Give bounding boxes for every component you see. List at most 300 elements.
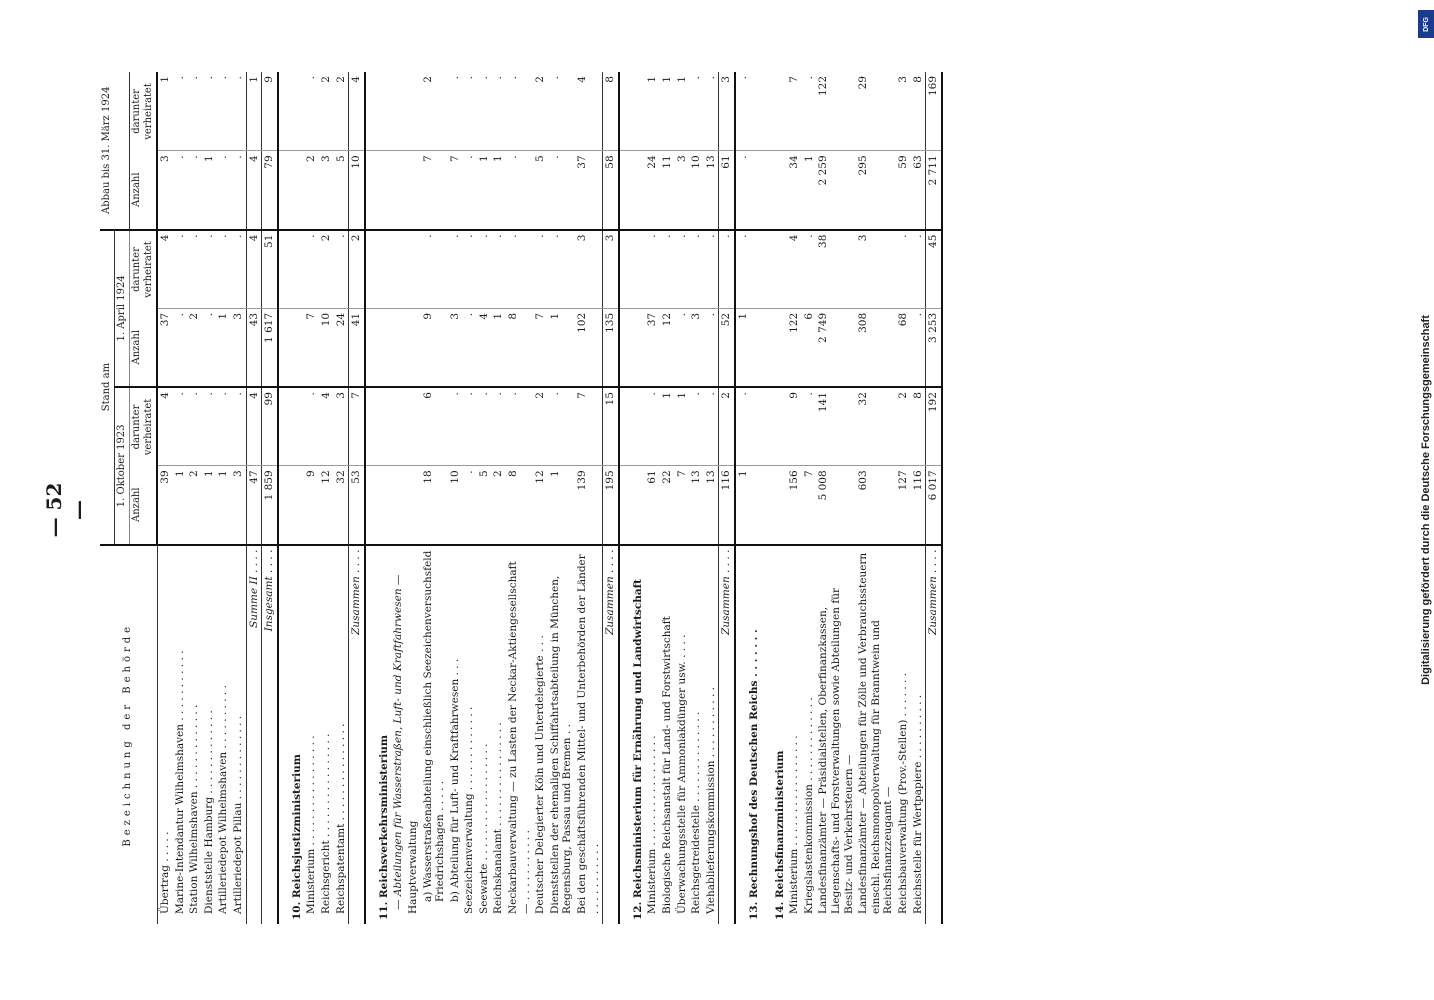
row-value: 2 — [187, 308, 202, 387]
row-value: 2 749 — [816, 308, 856, 387]
row-value: 13 — [704, 151, 719, 230]
row-value: . — [448, 72, 463, 151]
row-value: . — [911, 308, 926, 387]
row-value — [278, 387, 305, 466]
row-value: 4 — [246, 151, 262, 230]
row-value: 3 — [231, 470, 244, 478]
row-value: 7 — [448, 151, 463, 230]
row-value: 9 — [305, 470, 318, 478]
row-label: Biologische Reichsanstalt für Land- und Forstwirtschaft — [660, 545, 675, 924]
row-label: Zusammen . . . . — [719, 545, 735, 924]
table-row — [816, 72, 856, 924]
row-value: . — [448, 230, 463, 309]
row-value: 3 253 — [926, 308, 942, 387]
row-label: Artilleriedepot Wilhelmshaven . . . . . . . . . . — [216, 545, 231, 924]
row-value: 8 — [506, 308, 533, 387]
row-value — [391, 151, 406, 230]
row-value: 3 — [689, 308, 704, 387]
table-row — [575, 72, 603, 924]
row-value: 3 — [334, 387, 349, 466]
rotated-table — [100, 72, 1340, 924]
row-value: . — [704, 230, 719, 309]
row-label: Deutscher Delegierter Köln und Unterdelegierte . . . — [533, 545, 548, 924]
row-value: 9 — [421, 308, 448, 387]
row-value: 122 — [816, 72, 856, 151]
table-row — [660, 72, 675, 924]
header-period-2: 1. April 1924 — [115, 230, 130, 388]
row-value: 1 — [157, 72, 173, 151]
row-value: 10 — [319, 308, 334, 387]
row-value: 1 — [491, 151, 506, 230]
row-value: . — [675, 230, 690, 309]
header-stand-am: Stand am — [100, 230, 115, 545]
row-value: 1 — [217, 470, 230, 478]
row-value: 2 — [492, 470, 505, 478]
row-value: 8 — [507, 470, 520, 478]
row-label: — Abteilungen für Wasserstraßen, Luft- und Kraftfahrwesen — — [391, 545, 406, 924]
row-value: . — [704, 72, 719, 151]
table-row — [262, 72, 278, 924]
row-value: 7 — [675, 470, 688, 478]
row-value: . — [689, 230, 704, 309]
row-value: 6 — [421, 387, 448, 466]
row-value: 63 — [911, 151, 926, 230]
row-value — [619, 230, 646, 309]
table-row — [448, 72, 463, 924]
row-value: . — [173, 72, 188, 151]
row-value: 38 — [816, 230, 856, 309]
header-verheiratet-1: darunter verheiratet — [130, 387, 158, 466]
row-value — [762, 308, 788, 387]
row-value: . — [202, 230, 217, 309]
row-value: . — [187, 72, 202, 151]
table-row — [421, 72, 448, 924]
statistics-table-wrapper — [100, 72, 1340, 924]
row-label: Ministerium . . . . . . . . . . . . . . . . . — [304, 545, 319, 924]
row-value: 37 — [645, 308, 660, 387]
row-value — [391, 72, 406, 151]
table-row — [802, 72, 817, 924]
row-value: 9 — [787, 387, 802, 466]
row-value: 32 — [856, 387, 896, 466]
row-label: Seezeichenverwaltung . . . . . . . . . . . . . — [462, 545, 477, 924]
row-value: 18 — [421, 470, 434, 484]
row-label: Summe II . . . . — [246, 545, 262, 924]
row-value — [278, 72, 305, 151]
row-value: 4 — [575, 72, 603, 151]
row-value: 5 008 — [817, 470, 830, 501]
row-value — [406, 230, 421, 309]
row-value: 3 — [603, 230, 619, 309]
row-value: . — [304, 230, 319, 309]
header-verheiratet-3: darunter verheiratet — [130, 72, 158, 151]
row-value: 4 — [477, 308, 492, 387]
row-label: Landesfinanzämter — Abteilungen für Zölle und Verbrauchssteuern einschl. Reichsmonopolverwaltung für Branntwein und Reichsfinanzzeugamt — — [856, 545, 896, 924]
row-value: . — [462, 230, 477, 309]
row-label: Ministerium . . . . . . . . . . . . . . . . . — [645, 545, 660, 924]
table-row — [304, 72, 319, 924]
row-value: 5 — [533, 151, 548, 230]
row-value: 1 — [477, 151, 492, 230]
row-value: 24 — [645, 151, 660, 230]
row-value — [619, 151, 646, 230]
header-anzahl-2: Anzahl — [130, 308, 158, 387]
row-label: a) Wasserstraßenabteilung einschließlich Seezeichenversuchsfeld Friedrichshagen . . . . . — [421, 545, 448, 924]
header-anzahl-1: Anzahl — [130, 466, 158, 545]
row-value: . — [735, 387, 762, 466]
row-value: . — [216, 72, 231, 151]
table-row — [319, 72, 334, 924]
row-value: 2 — [421, 72, 448, 151]
row-value — [762, 466, 788, 545]
row-value: 5 — [477, 470, 490, 478]
row-value: . — [506, 151, 533, 230]
row-value: . — [506, 72, 533, 151]
row-value: . — [548, 387, 575, 466]
row-value: 37 — [157, 308, 173, 387]
row-value: 1 — [491, 308, 506, 387]
row-value: 4 — [246, 387, 262, 466]
row-value: 1 — [548, 470, 561, 478]
row-value — [391, 466, 406, 545]
row-value: 10 — [448, 470, 461, 484]
table-row — [477, 72, 492, 924]
row-value: 3 — [856, 230, 896, 309]
row-value — [365, 387, 392, 466]
row-value: 7 — [575, 387, 603, 466]
row-value: 9 — [262, 72, 278, 151]
table-row — [406, 72, 421, 924]
row-value: . — [491, 230, 506, 309]
row-value: 139 — [576, 470, 589, 491]
row-value: 295 — [856, 151, 896, 230]
row-value: . — [719, 230, 735, 309]
row-value: 43 — [246, 308, 262, 387]
row-value: 4 — [246, 230, 262, 309]
row-value: 1 — [173, 470, 186, 478]
row-label: b) Abteilung für Luft- und Kraftfahrwesen . . . — [448, 545, 463, 924]
row-value: 12 — [534, 470, 547, 484]
header-bezeichnung: Bezeichnung der Behörde — [100, 545, 157, 924]
row-value — [365, 151, 392, 230]
table-row — [157, 72, 173, 924]
row-value: 41 — [349, 308, 365, 387]
row-value: 12 — [319, 470, 332, 484]
row-value: . — [802, 387, 817, 466]
row-value: 1 — [202, 470, 215, 478]
row-value — [278, 151, 305, 230]
row-value — [619, 72, 646, 151]
row-value: 47 — [246, 466, 262, 545]
row-value — [391, 230, 406, 309]
row-value: . — [173, 230, 188, 309]
row-value: 22 — [661, 470, 673, 484]
row-value: 8 — [911, 72, 926, 151]
row-value: 32 — [334, 470, 347, 484]
row-value: 195 — [603, 466, 619, 545]
row-value: 7 — [304, 308, 319, 387]
row-value: 59 — [896, 151, 911, 230]
row-value — [278, 230, 305, 309]
row-value: . — [187, 151, 202, 230]
row-label: 13. Rechnungshof des Deutschen Reichs . . . . . . . — [735, 545, 762, 924]
row-value: . — [704, 387, 719, 466]
row-value — [365, 72, 392, 151]
row-label: Insgesamt . . . . — [262, 545, 278, 924]
row-value: 99 — [262, 387, 278, 466]
row-value: . — [548, 230, 575, 309]
table-row — [216, 72, 231, 924]
row-value: 1 — [802, 151, 817, 230]
row-label: Reichsgetreidestelle . . . . . . . . . . . . . . — [689, 545, 704, 924]
row-value: 2 711 — [926, 151, 942, 230]
row-value: 4 — [319, 387, 334, 466]
row-value — [406, 151, 421, 230]
row-value: . — [304, 387, 319, 466]
row-value: . — [448, 387, 463, 466]
row-value: . — [462, 72, 477, 151]
row-value — [762, 151, 788, 230]
row-value: 39 — [159, 470, 171, 484]
row-value — [391, 308, 406, 387]
row-value: 6 017 — [926, 466, 942, 545]
row-value: 2 — [304, 151, 319, 230]
row-value: 13 — [690, 470, 703, 484]
row-value: . — [462, 387, 477, 466]
row-value: 52 — [719, 308, 735, 387]
table-row — [896, 72, 911, 924]
row-value: 1 — [246, 72, 262, 151]
row-label: Dienststelle Hamburg . . . . . . . . . . . . . — [202, 545, 217, 924]
row-value: . — [173, 308, 188, 387]
row-value: . — [421, 230, 448, 309]
row-value — [365, 230, 392, 309]
row-value: . — [477, 387, 492, 466]
row-value: 3 — [575, 230, 603, 309]
row-value: . — [533, 230, 548, 309]
row-label: Kriegslastenkommission . . . . . . . . . . . . . — [802, 545, 817, 924]
row-value: 3 — [896, 72, 911, 151]
row-value: 68 — [896, 308, 911, 387]
row-value: 169 — [926, 72, 942, 151]
table-row — [462, 72, 477, 924]
row-label: Marine-Intendantur Wilhelmshaven . . . . . . . . . . . — [173, 545, 188, 924]
row-value: 7 — [349, 387, 365, 466]
row-value: . — [202, 308, 217, 387]
row-value: 3 — [448, 308, 463, 387]
row-value: 10 — [689, 151, 704, 230]
row-value: 2 — [188, 470, 201, 478]
row-value: 3 — [231, 308, 246, 387]
table-row — [391, 72, 406, 924]
row-label: Übertrag . . . . . — [157, 545, 173, 924]
row-value: 1 — [645, 72, 660, 151]
row-value — [619, 466, 646, 545]
table-row — [645, 72, 660, 924]
row-value: . — [187, 387, 202, 466]
row-value: 15 — [603, 387, 619, 466]
row-value: 37 — [575, 151, 603, 230]
header-abbau: Abbau bis 31. März 1924 — [100, 72, 130, 230]
table-row — [911, 72, 926, 924]
row-value: 116 — [719, 466, 735, 545]
row-value: 7 — [421, 151, 448, 230]
row-label: Viehablieferungskommission . . . . . . . . . . . — [704, 545, 719, 924]
row-label: Seewarte . . . . . . . . . . . . . . . . . . — [477, 545, 492, 924]
row-value: . — [735, 230, 762, 309]
row-value: 1 — [548, 308, 575, 387]
row-value: 1 — [216, 308, 231, 387]
row-value: . — [202, 72, 217, 151]
row-value: . — [216, 387, 231, 466]
row-value: 10 — [349, 151, 365, 230]
row-value: 1 — [660, 72, 675, 151]
row-value: 2 — [533, 387, 548, 466]
row-value: . — [548, 72, 575, 151]
row-value: . — [735, 72, 762, 151]
row-value: . — [689, 72, 704, 151]
table-row — [231, 72, 246, 924]
row-value: . — [231, 151, 246, 230]
row-value: 7 — [533, 308, 548, 387]
row-value: 1 617 — [262, 308, 278, 387]
row-label: 12. Reichsministerium für Ernährung und Landwirtschaft — [619, 545, 646, 924]
row-value: 3 — [675, 151, 690, 230]
row-value: . — [202, 387, 217, 466]
row-value: . — [304, 72, 319, 151]
row-value: . — [802, 230, 817, 309]
table-row — [491, 72, 506, 924]
row-value: . — [689, 387, 704, 466]
row-value: 127 — [896, 470, 909, 491]
row-value: . — [462, 151, 477, 230]
row-label: Zusammen . . . . — [926, 545, 942, 924]
row-value — [762, 387, 788, 466]
row-value: 8 — [603, 72, 619, 151]
table-row — [548, 72, 575, 924]
row-value: 2 — [719, 387, 735, 466]
table-row — [533, 72, 548, 924]
row-value: . — [477, 230, 492, 309]
row-value: . — [477, 72, 492, 151]
table-body — [157, 72, 942, 924]
row-label: Reichsbauverwaltung (Prov.-Stellen) . . . . . . . — [896, 545, 911, 924]
row-label: Ministerium . . . . . . . . . . . . . . . . . — [787, 545, 802, 924]
row-label: Artilleriedepot Pillau . . . . . . . . . . . . . — [231, 545, 246, 924]
row-value: . — [645, 230, 660, 309]
table-row — [704, 72, 719, 924]
row-label: 14. Reichsfinanzministerium — [762, 545, 788, 924]
table-row — [506, 72, 533, 924]
row-value: . — [334, 230, 349, 309]
row-value: 13 — [704, 470, 717, 484]
row-value: 11 — [660, 151, 675, 230]
row-label: Neckarbauverwaltung — zu Lasten der Neckar-Aktiengesellschaft — . . . . . . . . . . . — [506, 545, 533, 924]
row-value: 79 — [262, 151, 278, 230]
row-value: 51 — [262, 230, 278, 309]
row-value: 135 — [603, 308, 619, 387]
table-row — [246, 72, 262, 924]
row-value — [365, 308, 392, 387]
row-value — [406, 72, 421, 151]
row-value: . — [548, 151, 575, 230]
row-value — [278, 308, 305, 387]
row-label: 11. Reichsverkehrsministerium — [365, 545, 392, 924]
table-row — [762, 72, 788, 924]
row-value: 122 — [787, 308, 802, 387]
table-row — [365, 72, 392, 924]
row-value: 1 859 — [262, 466, 278, 545]
row-label: Reichsstelle für Wertpapiere . . . . . . . . . . — [911, 545, 926, 924]
row-value — [365, 466, 392, 545]
row-label: Station Wilhelmshaven . . . . . . . . . . . . . — [187, 545, 202, 924]
row-label: Reichskanalamt . . . . . . . . . . . . . . . . — [491, 545, 506, 924]
row-value: . — [704, 308, 719, 387]
table-row — [926, 72, 942, 924]
row-value: 45 — [926, 230, 942, 309]
row-value: 2 — [334, 72, 349, 151]
row-value: 4 — [787, 230, 802, 309]
row-value: 308 — [856, 308, 896, 387]
row-value: . — [173, 151, 188, 230]
row-value: . — [187, 230, 202, 309]
row-value: 7 — [787, 72, 802, 151]
row-value — [406, 387, 421, 466]
row-value: 2 — [319, 72, 334, 151]
row-value — [762, 72, 788, 151]
dfg-logo: DFG — [1418, 10, 1434, 38]
row-value — [391, 387, 406, 466]
row-value — [406, 308, 421, 387]
row-value: 1 — [202, 151, 217, 230]
row-label: Hauptverwaltung — [406, 545, 421, 924]
row-value: . — [491, 72, 506, 151]
row-value: 24 — [334, 308, 349, 387]
row-label: Zusammen . . . . — [349, 545, 365, 924]
table-row — [173, 72, 188, 924]
table-row — [856, 72, 896, 924]
row-value: . — [231, 72, 246, 151]
row-value — [619, 387, 646, 466]
row-label: Überwachungsstelle für Ammoniakdünger usw. . . . . — [675, 545, 690, 924]
row-value — [762, 230, 788, 309]
row-value: . — [463, 470, 476, 474]
table-row — [334, 72, 349, 924]
table-row — [719, 72, 735, 924]
row-value: . — [231, 387, 246, 466]
row-value: . — [896, 230, 911, 309]
row-value: 7 — [802, 470, 815, 478]
row-value — [278, 466, 305, 545]
row-value: 116 — [911, 470, 924, 491]
table-row — [349, 72, 365, 924]
row-value: 102 — [575, 308, 603, 387]
row-value: . — [216, 151, 231, 230]
row-value: 1 — [675, 72, 690, 151]
row-value — [619, 308, 646, 387]
row-value: 61 — [646, 470, 659, 484]
row-value: 4 — [349, 72, 365, 151]
table-row — [735, 72, 762, 924]
row-label: 10. Reichsjustizministerium — [278, 545, 305, 924]
header-verheiratet-2: darunter verheiratet — [130, 230, 158, 309]
row-value: . — [735, 151, 762, 230]
table-row — [278, 72, 305, 924]
row-value: 4 — [157, 387, 173, 466]
table-row — [202, 72, 217, 924]
row-value: 2 — [349, 230, 365, 309]
row-value: . — [216, 230, 231, 309]
